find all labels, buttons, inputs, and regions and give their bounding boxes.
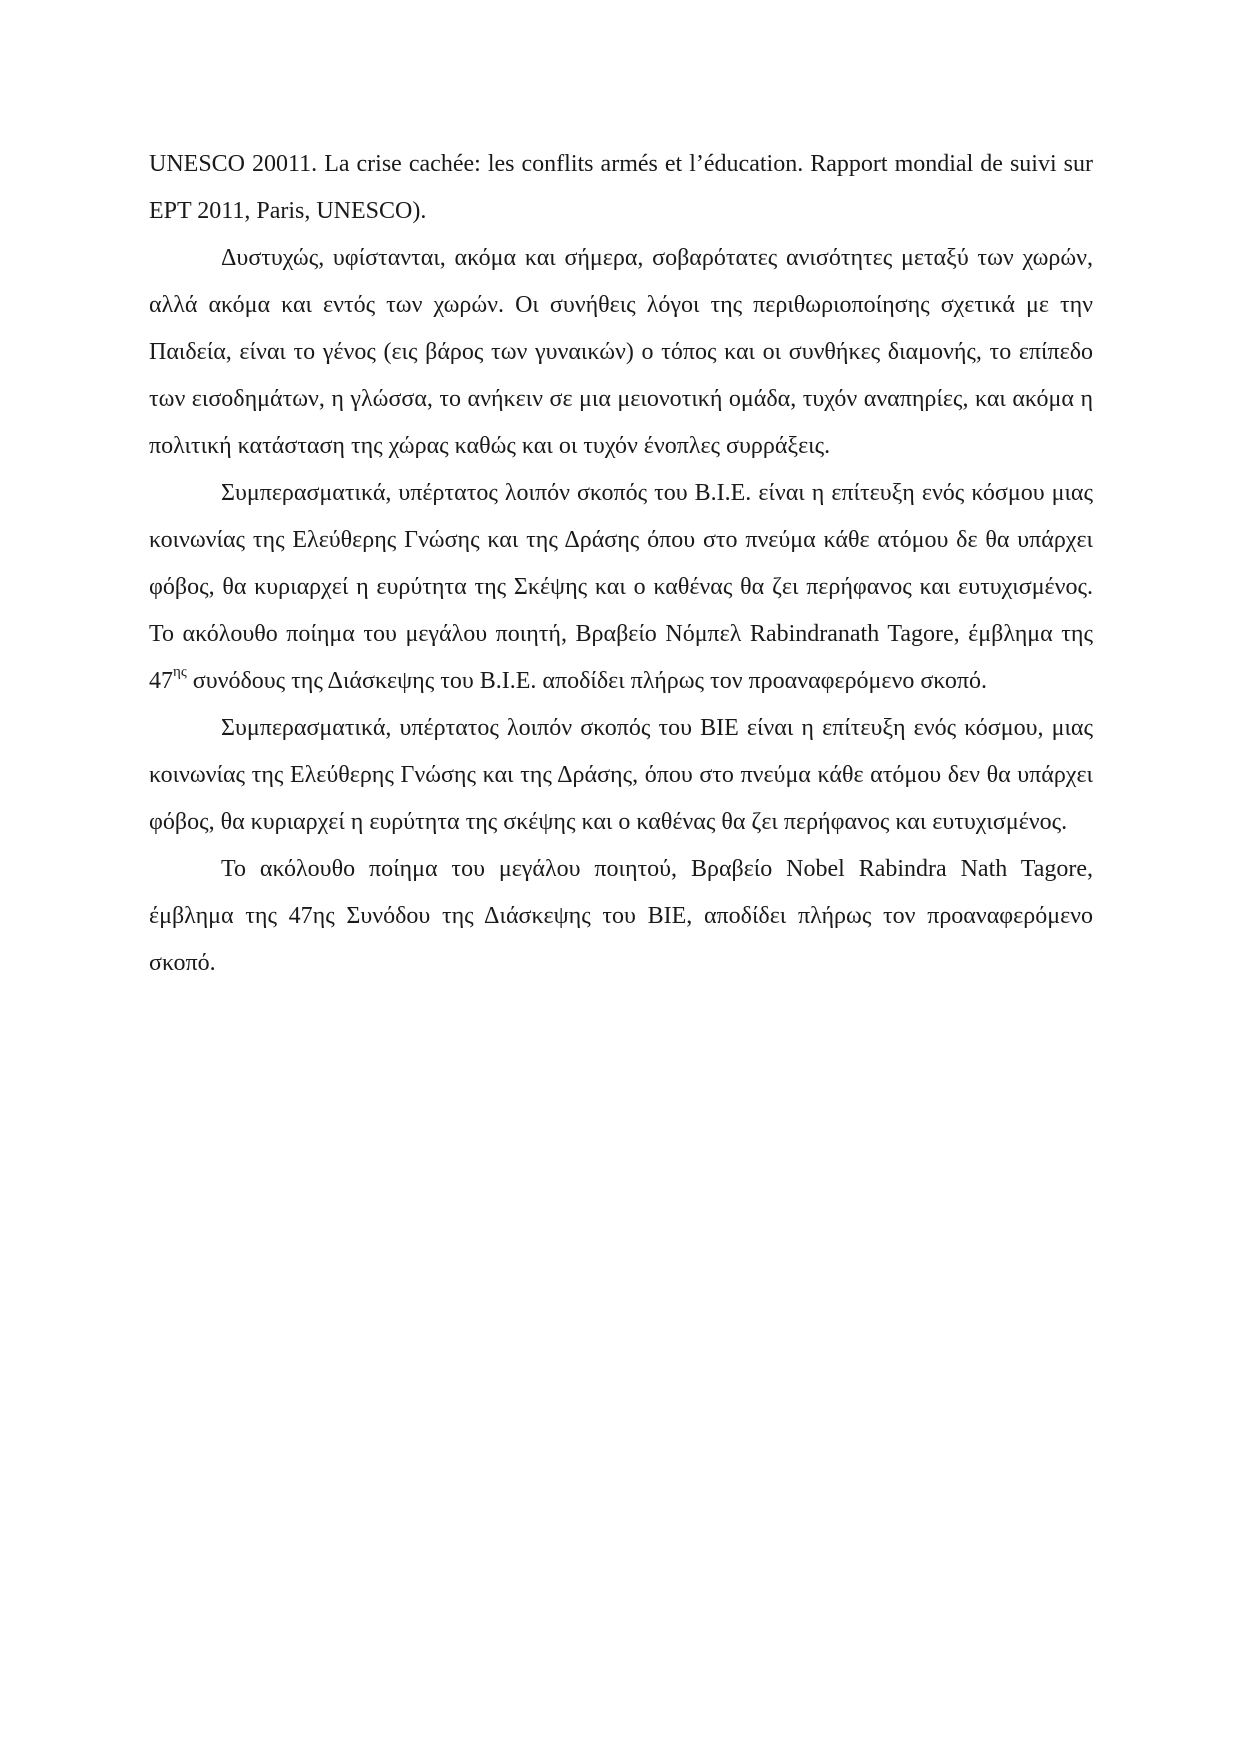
paragraph-conclusion-second: Συμπερασματικά, υπέρτατος λοιπόν σκοπός του ΒΙΕ είναι η επίτευξη ενός κόσμου, μιας κοινωνίας της Ελεύθερης Γνώσης και της Δράσης, όπου στο πνεύμα κάθε ατόμου δεν θα υπάρχει φόβος, θα κυριαρχεί η ευρύτητα της σκέψης και ο καθένας θα ζει περήφανος και ευτυχισμένος.: [149, 715, 1093, 835]
ordinal-superscript: ης: [173, 664, 187, 680]
paragraph-poem-intro: Το ακόλουθο ποίημα του μεγάλου ποιητού, Βραβείο Nobel Rabindra Nath Tagore, έμβλημα της 47ης Συνόδου της Διάσκεψης του ΒΙΕ, αποδίδει πλήρως τον προαναφερόμενο σκοπό.: [149, 856, 1093, 976]
paragraph-conclusion-first: [149, 470, 1093, 705]
paragraph-conclusion-first-text: Συμπερασματικά, υπέρτατος λοιπόν σκοπός του Β.Ι.Ε. είναι η επίτευξη ενός κόσμου μιας κοινωνίας της Ελεύθερης Γνώσης και της Δράσης όπου στο πνεύμα κάθε ατόμου δε θα υπάρχει φόβος, θα κυριαρχεί η ευρύτητα της Σκέψης και ο καθένας θα ζει περήφανος και ευτυχισμένος. Το ακόλουθο ποίημα του μεγάλου ποιητή, Βραβείο Νόμπελ Rabindranath Tagore, έμβλημα της 47: [149, 480, 1093, 694]
paragraph-conclusion-first-tail: συνόδους της Διάσκεψης του Β.Ι.Ε. αποδίδει πλήρως τον προαναφερόμενο σκοπό.: [186, 668, 987, 694]
paragraph-citation: UNESCO 20011. La crise cachée: les conflits armés et l’éducation. Rapport mondial de suivi sur EPT 2011, Paris, UNESCO).: [149, 151, 1093, 224]
paragraph-inequalities: Δυστυχώς, υφίστανται, ακόμα και σήμερα, σοβαρότατες ανισότητες μεταξύ των χωρών, αλλά ακόμα και εντός των χωρών. Οι συνήθεις λόγοι της περιθωριοποίησης σχετικά με την Παιδεία, είναι το γένος (εις βάρος των γυναικών) ο τόπος και οι συνθήκες διαμονής, το επίπεδο των εισοδημάτων, η γλώσσα, το ανήκειν σε μια μειονοτική ομάδα, τυχόν αναπηρίες, και ακόμα η πολιτική κατάσταση της χώρας καθώς και οι τυχόν ένοπλες συρράξεις.: [149, 245, 1093, 459]
document-body: [149, 141, 1093, 987]
